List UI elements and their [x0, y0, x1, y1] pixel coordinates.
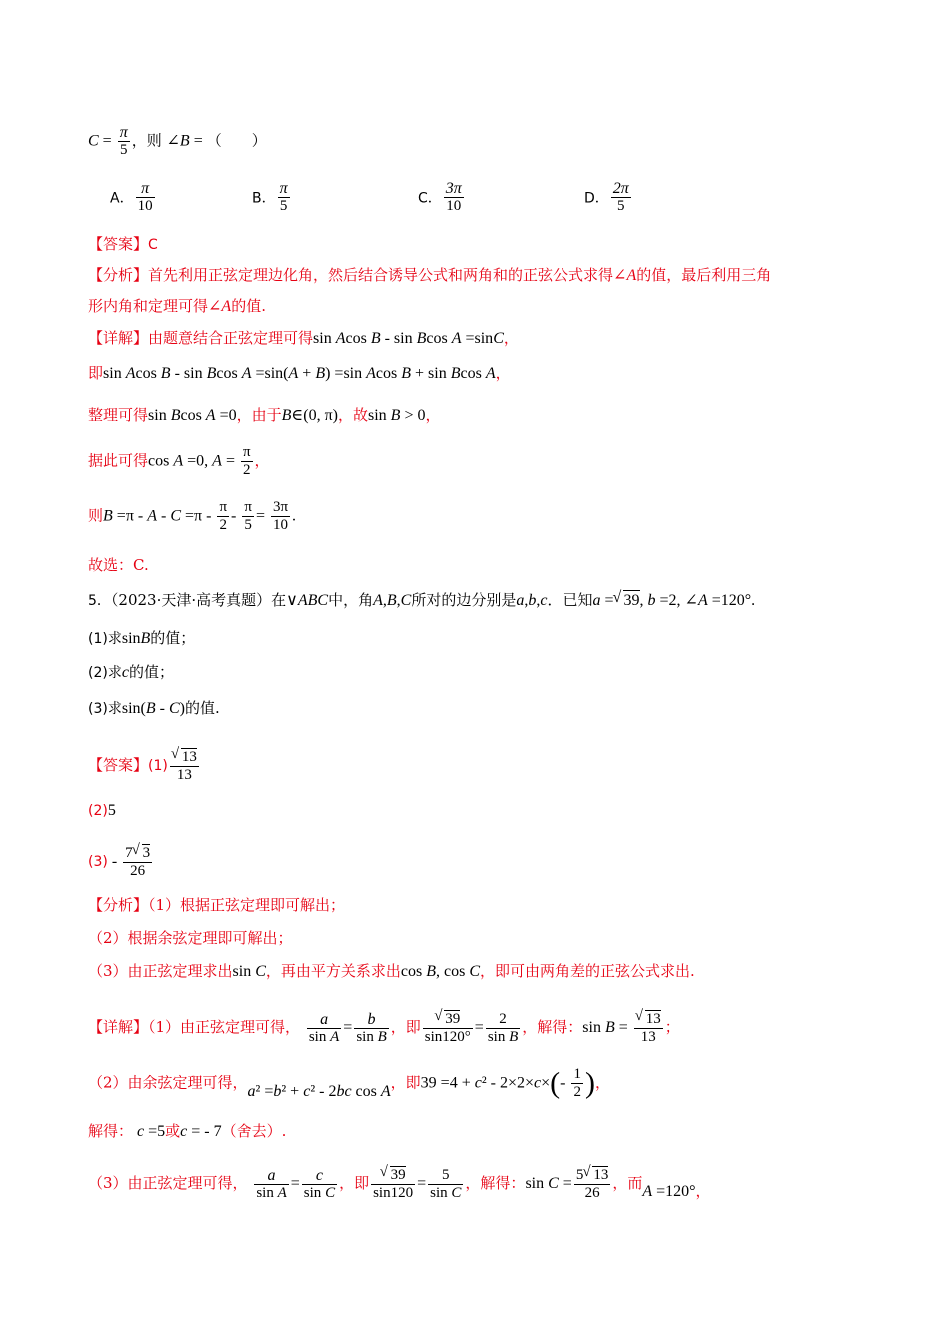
q4-stem: C = $\frac{\pi}{5}$ ，则 ∠B = （ ） — [88, 124, 267, 158]
q5-analysis2: （2）根据余弦定理即可解出； — [88, 929, 293, 947]
q5-answer3: (3) - $\frac{7√ 3}{26}$ — [88, 844, 154, 880]
option-d[interactable]: D． $\frac{2\pi}{5}$ — [584, 180, 629, 214]
q5-sub3: (3)求sin(B - C)的值. — [88, 699, 220, 717]
option-b[interactable]: B． $\frac{\pi}{5}$ — [252, 180, 288, 214]
q5-analysis3: （3）由正弦定理求出sin C，再由平方关系求出cos B, cos C，即可由两角差的正弦公式求出. — [88, 962, 695, 980]
q5-detail2: （2）由余弦定理可得，a² =b² + c² - 2bc cos A，即39 =4 + c² - 2×2×c×(- $\frac{1}{2}$ )， — [88, 1066, 610, 1100]
q4-analysis-line1: 【分析】首先利用正弦定理边化角，然后结合诱导公式和两角和的正弦公式求得∠A的值，最后利用三角 — [88, 266, 772, 284]
q4-detail-line3: 整理可得sin Bcos A =0，由于B∈(0, π)，故sin B > 0， — [88, 406, 441, 424]
q4-analysis-line2: 形内角和定理可得∠A的值. — [88, 297, 266, 315]
q5-detail1: 【详解】（1）由正弦定理可得， $\frac{a}{\text{sin A}}$ = $\frac{b}{\text{sin B}}$ ，即 √ $\frac{39}{\sin 120^\circ}$ = $\frac{2}{\text{sin B}}$ ，解得：sin B = √ $\frac{13}{13}$ ； — [88, 1010, 680, 1046]
q4-detail-line1: 【详解】由题意结合正弦定理可得sin Acos B - sin Bcos A =sinC， — [88, 329, 519, 347]
q5-answer2: (2)5 — [88, 802, 116, 819]
q5-stem: 5．（2023·天津·高考真题）在∨ABC中，角A,B,C所对的边分别是a,b,c．已知a =√ 39, b =2, ∠A =120°. — [88, 590, 755, 611]
q5-analysis1: 【分析】（1）根据正弦定理即可解出； — [88, 896, 346, 914]
option-a[interactable]: A． $\frac{\pi}{10}$ — [110, 180, 153, 214]
q5-answer1: 【答案】(1) √ $\frac{13}{13}$ — [88, 748, 201, 784]
q4-answer: 【答案】C — [88, 235, 158, 253]
q4-detail-line2: 即sin Acos B - sin Bcos A =sin(A + B) =sin Acos B + sin Bcos A， — [88, 364, 511, 382]
q4-conclusion: 故选：C. — [88, 556, 149, 574]
q4-detail-line5: 则B =π - A - C =π - $\frac{\pi}{2}$ - $\frac{\pi}{5}$ = $\frac{3\pi}{10}$ . — [88, 499, 297, 533]
q5-sub1: (1)求sinB的值； — [88, 629, 196, 647]
q5-detail2-result: 解得： c =5或c = - 7（舍去）. — [88, 1122, 287, 1140]
q5-detail3: （3）由正弦定理可得， $\frac{a}{\text{sin A}}$ = $\frac{c}{\text{sin C}}$ ，即 √ $\frac{39}{\sin 120}$ = $\frac{5}{\text{sin C}}$ ，解得：sin C = $\frac{5√ 13}{26}$ ，而A =120°， — [88, 1166, 711, 1202]
option-c[interactable]: C． $\frac{3\pi}{10}$ — [418, 180, 462, 214]
q4-detail-line4: 据此可得cos A =0, A = $\frac{\pi}{2}$ ， — [88, 444, 270, 478]
q5-sub2: (2)求c的值； — [88, 663, 174, 681]
